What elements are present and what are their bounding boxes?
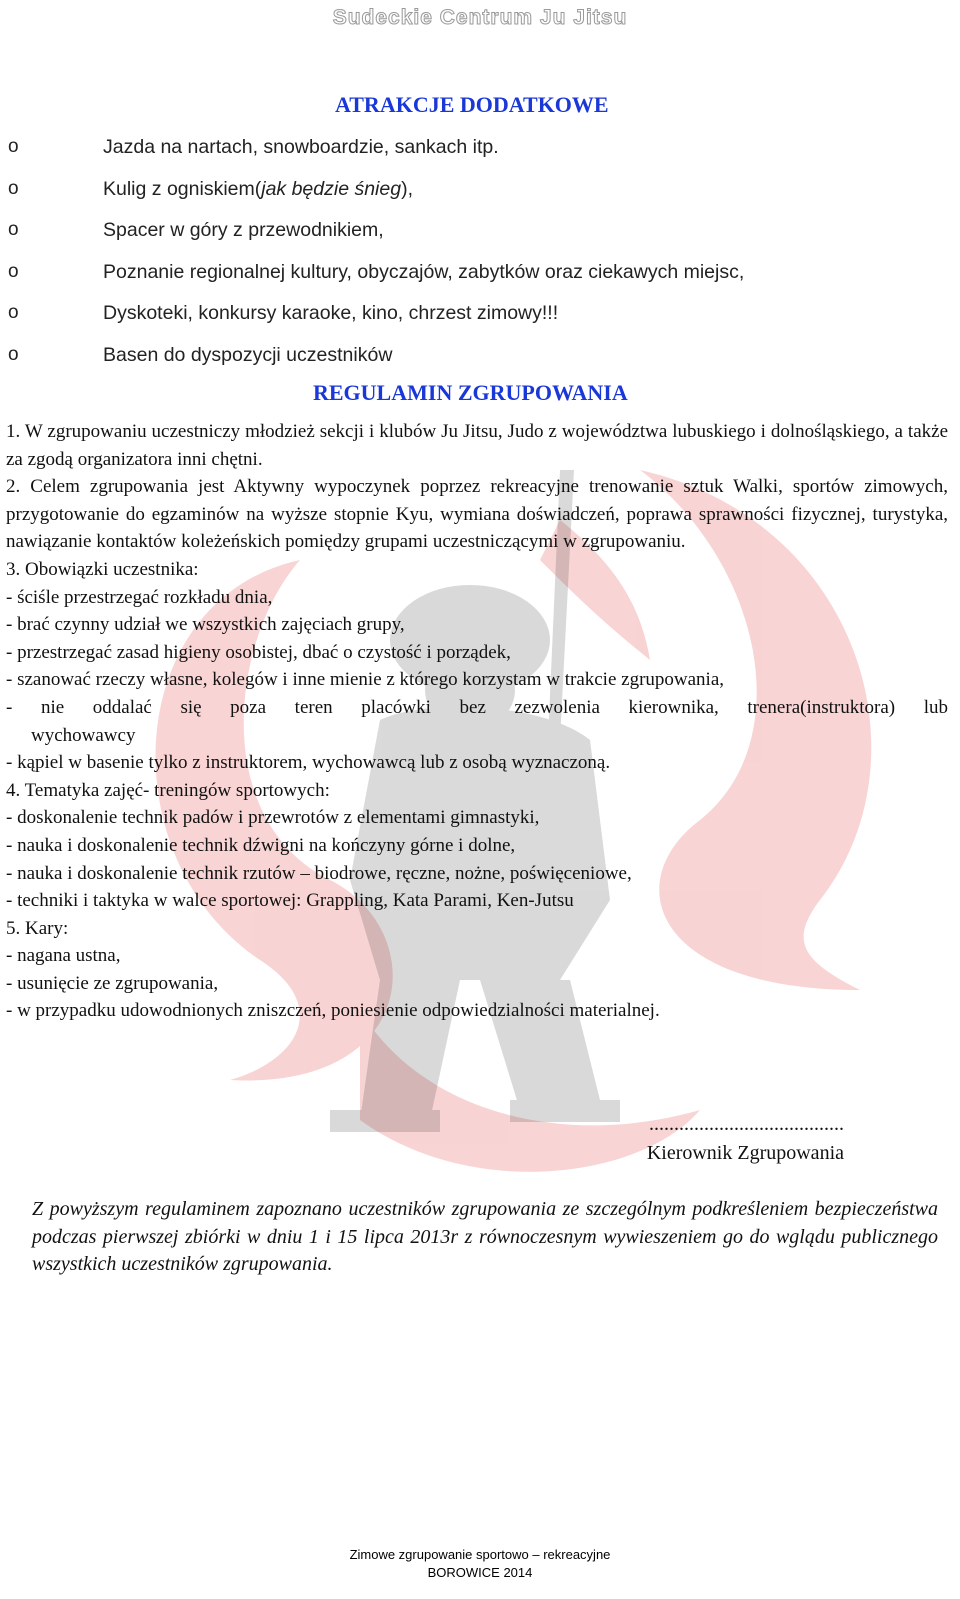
signature-dots: ....................................... — [649, 1113, 844, 1135]
topic-item: - doskonalenie technik padów i przewrotów z elementami gimnastyki, — [6, 807, 540, 829]
item-text: Spacer w góry z przewodnikiem, — [103, 219, 384, 241]
regulations-body — [6, 418, 948, 1025]
item-text: Jazda na nartach, snowboardzie, sankach itp. — [103, 136, 499, 158]
rule-5-title: 5. Kary: — [6, 917, 69, 939]
bullet-marker: o — [8, 177, 19, 199]
bullet-marker: o — [8, 136, 19, 157]
signature-block — [647, 1110, 844, 1168]
item-text: Basen do dyspozycji uczestników — [103, 343, 393, 366]
page-footer — [0, 1546, 960, 1582]
topic-item: - techniki i taktyka w walce sportowej: Grappling, Kata Parami, Ken-Jutsu — [6, 890, 574, 912]
topic-item: - nauka i doskonalenie technik dźwigni na kończyny górne i dolne, — [6, 834, 516, 856]
duty-item-long-continued: wychowawcy — [31, 724, 136, 746]
rule-2: 2. Celem zgrupowania jest Aktywny wypoczynek poprzez rekreacyjne trenowanie sztuk Walki, sportów zimowych, przygotowanie do egzaminów na wyższe stopnie Kyu, wymiana doświadczeń, poprawa sprawności fizycznej, turystyka, nawiązanie kontaktów koleżeńskich pomiędzy grupami uczestniczącymi w zgrupowaniu. — [6, 476, 948, 553]
header-title: Sudeckie Centrum Ju Jitsu — [332, 6, 628, 29]
list-item — [0, 338, 960, 380]
attractions-list — [0, 130, 960, 379]
item-text: Poznanie regionalnej kultury, obyczajów, zabytków oraz ciekawych miejsc, — [103, 260, 745, 283]
bullet-marker: o — [8, 219, 19, 240]
list-item — [0, 255, 960, 297]
topic-item: - nauka i doskonalenie technik rzutów – biodrowe, ręczne, nożne, poświęceniowe, — [6, 862, 632, 884]
item-italic-text: jak będzie śnieg — [261, 177, 402, 200]
bullet-marker: o — [8, 343, 19, 365]
penalty-item: - usunięcie ze zgrupowania, — [6, 972, 219, 994]
rule-3-title: 3. Obowiązki uczestnika: — [6, 558, 199, 580]
footer-line-1: Zimowe zgrupowanie sportowo – rekreacyjne — [349, 1547, 611, 1562]
duty-item: - brać czynny udział we wszystkich zajęciach grupy, — [6, 614, 405, 636]
bullet-marker: o — [8, 302, 19, 323]
footer-line-2: BOROWICE 2014 — [427, 1565, 533, 1580]
duty-item: - kąpiel w basenie tylko z instruktorem, wychowawcą lub z osobą wyznaczoną. — [6, 752, 611, 774]
item-text: Dyskoteki, konkursy karaoke, kino, chrzest zimowy!!! — [103, 302, 559, 324]
duty-item: - ściśle przestrzegać rozkładu dnia, — [6, 586, 273, 608]
rule-4-title: 4. Tematyka zajęć- treningów sportowych: — [6, 779, 330, 801]
duty-item: - przestrzegać zasad higieny osobistej, dbać o czystość i porządek, — [6, 641, 511, 663]
list-item — [0, 296, 960, 338]
attractions-heading: ATRAKCJE DODATKOWE — [335, 92, 609, 117]
duty-item: - szanować rzeczy własne, kolegów i inne mienie z którego korzystam w trakcie zgrupowania, — [6, 669, 725, 691]
penalty-item: - nagana ustna, — [6, 945, 121, 967]
regulations-heading: REGULAMIN ZGRUPOWANIA — [313, 380, 628, 405]
item-text: Kulig z ogniskiem( — [103, 177, 262, 200]
penalty-item: - w przypadku udowodnionych zniszczeń, poniesienie odpowiedzialności materialnej. — [6, 1000, 660, 1022]
duty-item-long: - nie oddalać się poza teren placówki bez zezwolenia kierownika, trenera(instruktora) lub — [6, 696, 948, 718]
list-item: o Kulig z ogniskiem(jak będzie śnieg), — [8, 177, 413, 200]
list-item — [0, 130, 960, 172]
signature-label: Kierownik Zgrupowania — [646, 1142, 844, 1164]
bullet-marker: o — [8, 260, 19, 282]
list-item — [0, 213, 960, 255]
acknowledgement-note: Z powyższym regulaminem zapoznano uczestników zgrupowania ze szczególnym podkreśleniem bezpieczeństwa podczas pierwszej zbiórki w dniu 1 i 15 lipca 2013r z równoczesnym wywieszeniem go do wglądu publicznego wszystkich uczestników zgrupowania. — [32, 1198, 938, 1276]
rule-1: 1. W zgrupowaniu uczestniczy młodzież sekcji i klubów Ju Jitsu, Judo z województwa lubuskiego i dolnośląskiego, a także za zgodą organizatora inni chętni. — [6, 421, 948, 470]
